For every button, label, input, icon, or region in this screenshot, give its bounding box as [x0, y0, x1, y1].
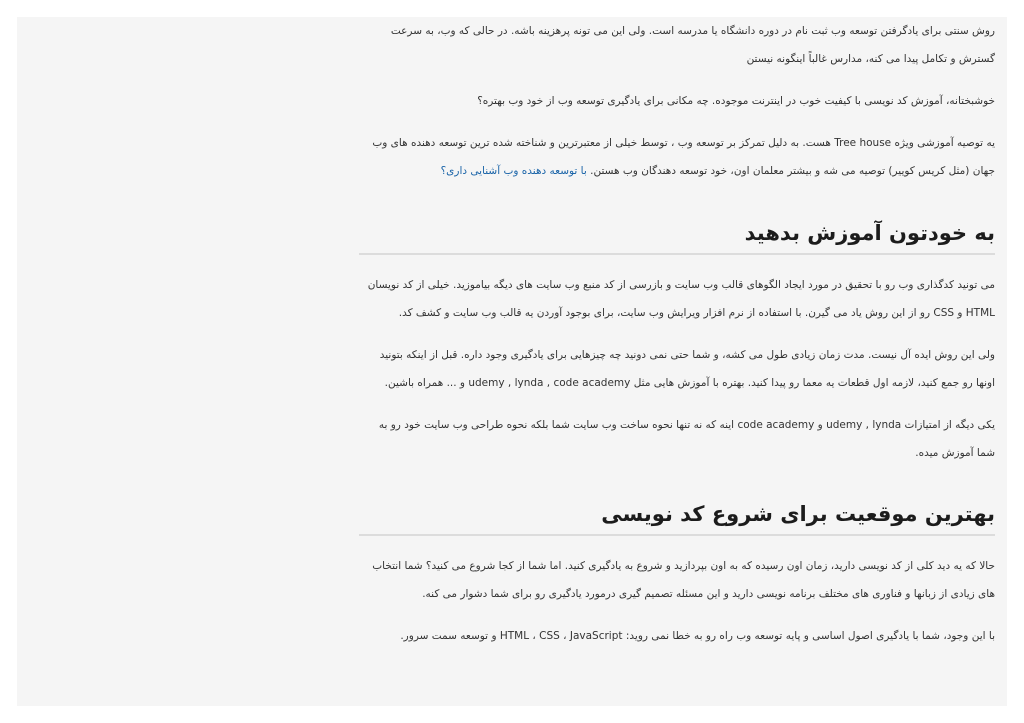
best-place-paragraph-1: حالا که یه دید کلی از کد نویسی دارید، زمان اون رسیده که به اون بپردازید و شروع به یادگیری کنید. اما شما از کجا شروع می کنید؟ شما انتخاب های زیادی از زبانها و فناوری های مختلف برنامه نویسی دارید و این مسئله تصمیم گیری درمورد یادگیری رو برای شما دشوار می کنه. [372, 560, 995, 600]
page-container [17, 17, 1007, 706]
web-developer-link[interactable]: با توسعه دهنده وب آشنایی داری؟ [440, 165, 587, 177]
best-place-paragraph-2: با این وجود، شما با یادگیری اصول اساسی و پایه توسعه وب راه رو به خطا نمی روید: HTML ، CSS ، JavaScript و توسعه سمت سرور. [400, 630, 995, 642]
section-heading-best-place-to-start: بهترین موقعیت برای شروع کد نویسی [601, 502, 995, 526]
teach-yourself-paragraph-3: یکی دیگه از امتیازات udemy , lynda و code academy اینه که نه تنها نحوه ساخت وب سایت شما بلکه نحوه طراحی وب سایت خود رو به شما آموزش میده. [378, 419, 995, 459]
intro-paragraph-1: روش سنتی برای یادگرفتن توسعه وب ثبت نام در دوره دانشگاه یا مدرسه است. ولی این می تونه پرهزینه باشه. در حالی که وب، به سرعت گسترش و تکامل پیدا می کنه، مدارس غالباً اینگونه نیستن [390, 25, 995, 65]
intro-paragraph-3 [359, 129, 995, 185]
article-body [359, 17, 995, 650]
teach-yourself-paragraph-1: می تونید کدگذاری وب رو با تحقیق در مورد ایجاد الگوهای قالب وب سایت و بازرسی از کد منبع وب سایت های دیگه بیاموزید. خیلی از کد نویسان HTML و CSS رو از این روش یاد می گیرن. با استفاده از نرم افزار ویرایش وب سایت، برای بوجود آوردن یه قالب وب سایت و کشف کد. [367, 279, 995, 319]
teach-yourself-paragraph-2: ولی این روش ایده آل نیست. مدت زمان زیادی طول می کشه، و شما حتی نمی دونید چه چیزهایی برای یادگیری وجود داره. قبل از اینکه بتونید اونها رو جمع کنید، لازمه اول قطعات یه معما رو پیدا کنید. بهتره با آموزش هایی مثل udemy , lynda , code academy و ... همراه باشین. [379, 349, 995, 389]
intro-paragraph-2: خوشبختانه، آموزش کد نویسی با کیفیت خوب در اینترنت موجوده. چه مکانی برای یادگیری توسعه وب از خود وب بهتره؟ [477, 95, 995, 107]
intro-paragraph-3-text: یه توصیه آموزشی ویژه Tree house هست. به دلیل تمرکز بر توسعه وب ، توسط خیلی از معتبرترین و شناخته شده ترین توسعه دهنده های وب جهان (مثل کریس کوییر) توصیه می شه و بیشتر معلمان اون، خود توسعه دهندگان وب هستن. [372, 137, 995, 177]
section-heading-teach-yourself: به خودتون آموزش بدهید [744, 221, 995, 245]
